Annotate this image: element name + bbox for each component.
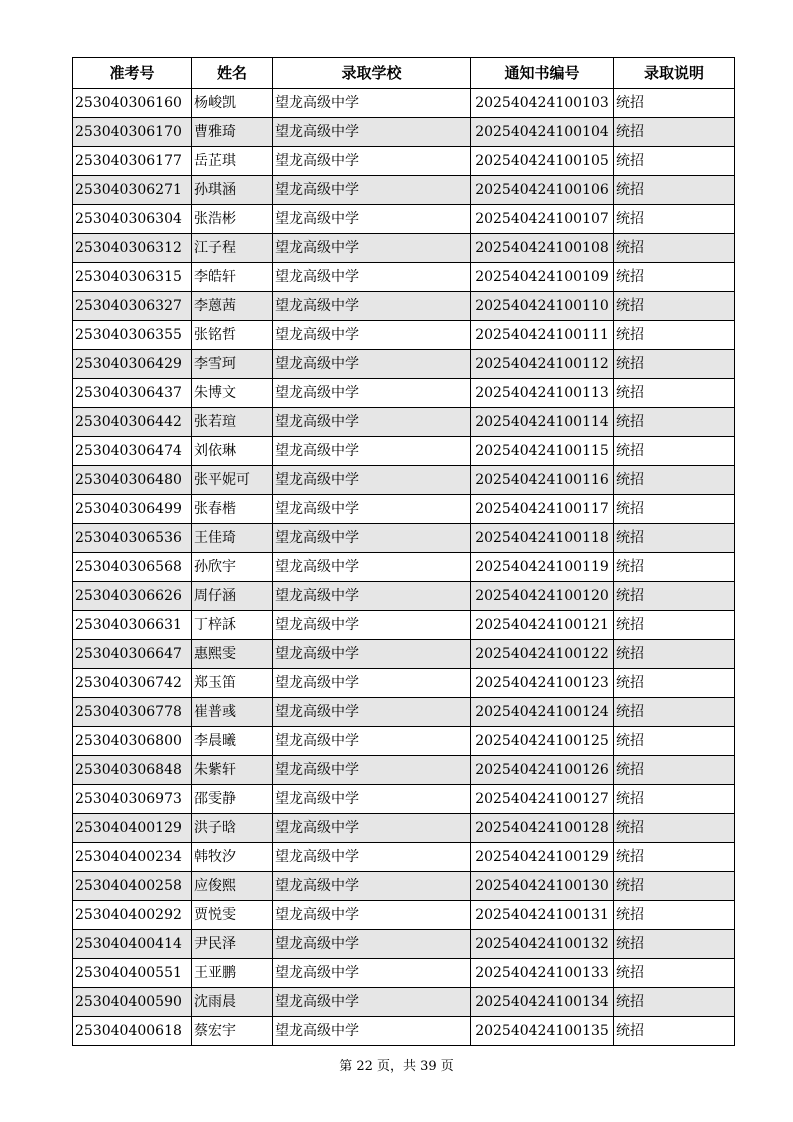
name-cell: 贾悦雯 <box>192 901 273 930</box>
school-cell: 望龙高级中学 <box>273 495 471 524</box>
notice-number-cell: 202540424100123 <box>471 669 614 698</box>
notice-number-cell: 202540424100116 <box>471 466 614 495</box>
notice-number-cell: 202540424100111 <box>471 321 614 350</box>
school-cell: 望龙高级中学 <box>273 901 471 930</box>
notice-number-cell: 202540424100126 <box>471 756 614 785</box>
admission-note-cell: 统招 <box>614 524 735 553</box>
name-cell: 朱紫轩 <box>192 756 273 785</box>
header-exam-number: 准考号 <box>73 58 192 89</box>
table-row <box>73 205 735 234</box>
notice-number-cell: 202540424100133 <box>471 959 614 988</box>
notice-number-cell: 202540424100128 <box>471 814 614 843</box>
table-row <box>73 466 735 495</box>
exam-number-cell: 253040306568 <box>73 553 192 582</box>
admission-note-cell: 统招 <box>614 1017 735 1046</box>
school-cell: 望龙高级中学 <box>273 205 471 234</box>
name-cell: 崔普彧 <box>192 698 273 727</box>
table-row <box>73 495 735 524</box>
admission-note-cell: 统招 <box>614 582 735 611</box>
exam-number-cell: 253040306315 <box>73 263 192 292</box>
name-cell: 张浩彬 <box>192 205 273 234</box>
name-cell: 应俊熙 <box>192 872 273 901</box>
admission-note-cell: 统招 <box>614 176 735 205</box>
table-row <box>73 118 735 147</box>
table-row <box>73 582 735 611</box>
exam-number-cell: 253040306312 <box>73 234 192 263</box>
admission-note-cell: 统招 <box>614 89 735 118</box>
admission-note-cell: 统招 <box>614 263 735 292</box>
admission-note-cell: 统招 <box>614 205 735 234</box>
name-cell: 尹民泽 <box>192 930 273 959</box>
admission-note-cell: 统招 <box>614 147 735 176</box>
table-row <box>73 901 735 930</box>
notice-number-cell: 202540424100117 <box>471 495 614 524</box>
admission-note-cell: 统招 <box>614 611 735 640</box>
admission-note-cell: 统招 <box>614 872 735 901</box>
notice-number-cell: 202540424100125 <box>471 727 614 756</box>
notice-number-cell: 202540424100104 <box>471 118 614 147</box>
school-cell: 望龙高级中学 <box>273 814 471 843</box>
name-cell: 李晨曦 <box>192 727 273 756</box>
exam-number-cell: 253040306848 <box>73 756 192 785</box>
table-row <box>73 988 735 1017</box>
name-cell: 朱博文 <box>192 379 273 408</box>
exam-number-cell: 253040306160 <box>73 89 192 118</box>
admission-note-cell: 统招 <box>614 408 735 437</box>
exam-number-cell: 253040400551 <box>73 959 192 988</box>
notice-number-cell: 202540424100124 <box>471 698 614 727</box>
exam-number-cell: 253040306480 <box>73 466 192 495</box>
exam-number-cell: 253040306647 <box>73 640 192 669</box>
admission-note-cell: 统招 <box>614 466 735 495</box>
exam-number-cell: 253040400590 <box>73 988 192 1017</box>
school-cell: 望龙高级中学 <box>273 321 471 350</box>
admission-note-cell: 统招 <box>614 756 735 785</box>
table-row <box>73 756 735 785</box>
exam-number-cell: 253040306437 <box>73 379 192 408</box>
exam-number-cell: 253040306170 <box>73 118 192 147</box>
name-cell: 孙琪涵 <box>192 176 273 205</box>
school-cell: 望龙高级中学 <box>273 408 471 437</box>
notice-number-cell: 202540424100120 <box>471 582 614 611</box>
admission-note-cell: 统招 <box>614 640 735 669</box>
school-cell: 望龙高级中学 <box>273 176 471 205</box>
exam-number-cell: 253040306271 <box>73 176 192 205</box>
table-row <box>73 959 735 988</box>
exam-number-cell: 253040400234 <box>73 843 192 872</box>
notice-number-cell: 202540424100132 <box>471 930 614 959</box>
exam-number-cell: 253040400292 <box>73 901 192 930</box>
notice-number-cell: 202540424100121 <box>471 611 614 640</box>
name-cell: 丁梓訸 <box>192 611 273 640</box>
name-cell: 李蒽茜 <box>192 292 273 321</box>
name-cell: 韩牧汐 <box>192 843 273 872</box>
table-body <box>73 89 735 1046</box>
header-notice-number: 通知书编号 <box>471 58 614 89</box>
table-row <box>73 785 735 814</box>
school-cell: 望龙高级中学 <box>273 350 471 379</box>
exam-number-cell: 253040306177 <box>73 147 192 176</box>
exam-number-cell: 253040306355 <box>73 321 192 350</box>
admission-note-cell: 统招 <box>614 118 735 147</box>
exam-number-cell: 253040400618 <box>73 1017 192 1046</box>
admission-note-cell: 统招 <box>614 843 735 872</box>
notice-number-cell: 202540424100109 <box>471 263 614 292</box>
notice-number-cell: 202540424100130 <box>471 872 614 901</box>
name-cell: 江子程 <box>192 234 273 263</box>
name-cell: 张平妮可 <box>192 466 273 495</box>
exam-number-cell: 253040306442 <box>73 408 192 437</box>
name-cell: 郑玉笛 <box>192 669 273 698</box>
admission-note-cell: 统招 <box>614 785 735 814</box>
table-row <box>73 408 735 437</box>
name-cell: 岳芷琪 <box>192 147 273 176</box>
admission-note-cell: 统招 <box>614 988 735 1017</box>
admission-note-cell: 统招 <box>614 437 735 466</box>
table-row <box>73 727 735 756</box>
notice-number-cell: 202540424100135 <box>471 1017 614 1046</box>
name-cell: 惠熙雯 <box>192 640 273 669</box>
school-cell: 望龙高级中学 <box>273 611 471 640</box>
table-row <box>73 234 735 263</box>
table-row <box>73 263 735 292</box>
school-cell: 望龙高级中学 <box>273 582 471 611</box>
exam-number-cell: 253040306327 <box>73 292 192 321</box>
table-row <box>73 350 735 379</box>
table-row <box>73 437 735 466</box>
notice-number-cell: 202540424100118 <box>471 524 614 553</box>
admission-note-cell: 统招 <box>614 698 735 727</box>
exam-number-cell: 253040306626 <box>73 582 192 611</box>
name-cell: 沈雨晨 <box>192 988 273 1017</box>
name-cell: 李雪珂 <box>192 350 273 379</box>
school-cell: 望龙高级中学 <box>273 292 471 321</box>
table-row <box>73 611 735 640</box>
notice-number-cell: 202540424100110 <box>471 292 614 321</box>
school-cell: 望龙高级中学 <box>273 727 471 756</box>
admission-note-cell: 统招 <box>614 814 735 843</box>
admission-note-cell: 统招 <box>614 959 735 988</box>
name-cell: 洪子晗 <box>192 814 273 843</box>
name-cell: 刘依琳 <box>192 437 273 466</box>
notice-number-cell: 202540424100113 <box>471 379 614 408</box>
admission-note-cell: 统招 <box>614 553 735 582</box>
admission-note-cell: 统招 <box>614 292 735 321</box>
school-cell: 望龙高级中学 <box>273 988 471 1017</box>
exam-number-cell: 253040306778 <box>73 698 192 727</box>
table-row <box>73 553 735 582</box>
name-cell: 杨峻凯 <box>192 89 273 118</box>
name-cell: 张春楷 <box>192 495 273 524</box>
school-cell: 望龙高级中学 <box>273 379 471 408</box>
name-cell: 王佳琦 <box>192 524 273 553</box>
school-cell: 望龙高级中学 <box>273 756 471 785</box>
notice-number-cell: 202540424100107 <box>471 205 614 234</box>
school-cell: 望龙高级中学 <box>273 1017 471 1046</box>
notice-number-cell: 202540424100112 <box>471 350 614 379</box>
exam-number-cell: 253040306304 <box>73 205 192 234</box>
header-row <box>73 58 735 89</box>
notice-number-cell: 202540424100119 <box>471 553 614 582</box>
name-cell: 曹雅琦 <box>192 118 273 147</box>
school-cell: 望龙高级中学 <box>273 524 471 553</box>
school-cell: 望龙高级中学 <box>273 437 471 466</box>
table-row <box>73 524 735 553</box>
name-cell: 张铭哲 <box>192 321 273 350</box>
table-row <box>73 321 735 350</box>
page-footer: 第 22 页，共 39 页 <box>339 1059 454 1074</box>
table-row <box>73 379 735 408</box>
admission-note-cell: 统招 <box>614 727 735 756</box>
table-row <box>73 872 735 901</box>
name-cell: 孙欣宇 <box>192 553 273 582</box>
exam-number-cell: 253040306973 <box>73 785 192 814</box>
admission-note-cell: 统招 <box>614 901 735 930</box>
school-cell: 望龙高级中学 <box>273 930 471 959</box>
school-cell: 望龙高级中学 <box>273 118 471 147</box>
name-cell: 蔡宏宇 <box>192 1017 273 1046</box>
school-cell: 望龙高级中学 <box>273 872 471 901</box>
name-cell: 邵雯静 <box>192 785 273 814</box>
notice-number-cell: 202540424100127 <box>471 785 614 814</box>
school-cell: 望龙高级中学 <box>273 959 471 988</box>
admission-note-cell: 统招 <box>614 930 735 959</box>
exam-number-cell: 253040306499 <box>73 495 192 524</box>
table-row <box>73 698 735 727</box>
table-row <box>73 1017 735 1046</box>
name-cell: 李皓轩 <box>192 263 273 292</box>
table-row <box>73 814 735 843</box>
table-row <box>73 89 735 118</box>
notice-number-cell: 202540424100105 <box>471 147 614 176</box>
table-row <box>73 292 735 321</box>
exam-number-cell: 253040306536 <box>73 524 192 553</box>
admission-note-cell: 统招 <box>614 234 735 263</box>
school-cell: 望龙高级中学 <box>273 234 471 263</box>
notice-number-cell: 202540424100108 <box>471 234 614 263</box>
admission-note-cell: 统招 <box>614 669 735 698</box>
name-cell: 王亚鹏 <box>192 959 273 988</box>
exam-number-cell: 253040306631 <box>73 611 192 640</box>
table-row <box>73 640 735 669</box>
school-cell: 望龙高级中学 <box>273 553 471 582</box>
exam-number-cell: 253040400129 <box>73 814 192 843</box>
admission-table <box>72 57 735 1046</box>
header-school: 录取学校 <box>273 58 471 89</box>
school-cell: 望龙高级中学 <box>273 669 471 698</box>
school-cell: 望龙高级中学 <box>273 843 471 872</box>
table-header <box>73 58 735 89</box>
notice-number-cell: 202540424100131 <box>471 901 614 930</box>
notice-number-cell: 202540424100114 <box>471 408 614 437</box>
header-admission-note: 录取说明 <box>614 58 735 89</box>
header-name: 姓名 <box>192 58 273 89</box>
table-row <box>73 669 735 698</box>
table-row <box>73 843 735 872</box>
school-cell: 望龙高级中学 <box>273 89 471 118</box>
notice-number-cell: 202540424100103 <box>471 89 614 118</box>
notice-number-cell: 202540424100122 <box>471 640 614 669</box>
school-cell: 望龙高级中学 <box>273 698 471 727</box>
school-cell: 望龙高级中学 <box>273 263 471 292</box>
admission-note-cell: 统招 <box>614 321 735 350</box>
notice-number-cell: 202540424100106 <box>471 176 614 205</box>
school-cell: 望龙高级中学 <box>273 785 471 814</box>
table-row <box>73 930 735 959</box>
name-cell: 周仔涵 <box>192 582 273 611</box>
notice-number-cell: 202540424100115 <box>471 437 614 466</box>
exam-number-cell: 253040306474 <box>73 437 192 466</box>
admission-note-cell: 统招 <box>614 379 735 408</box>
admission-note-cell: 统招 <box>614 495 735 524</box>
admission-note-cell: 统招 <box>614 350 735 379</box>
notice-number-cell: 202540424100134 <box>471 988 614 1017</box>
name-cell: 张若瑄 <box>192 408 273 437</box>
exam-number-cell: 253040306429 <box>73 350 192 379</box>
exam-number-cell: 253040306742 <box>73 669 192 698</box>
table-row <box>73 176 735 205</box>
school-cell: 望龙高级中学 <box>273 466 471 495</box>
notice-number-cell: 202540424100129 <box>471 843 614 872</box>
exam-number-cell: 253040306800 <box>73 727 192 756</box>
exam-number-cell: 253040400258 <box>73 872 192 901</box>
table-row <box>73 147 735 176</box>
school-cell: 望龙高级中学 <box>273 640 471 669</box>
exam-number-cell: 253040400414 <box>73 930 192 959</box>
school-cell: 望龙高级中学 <box>273 147 471 176</box>
